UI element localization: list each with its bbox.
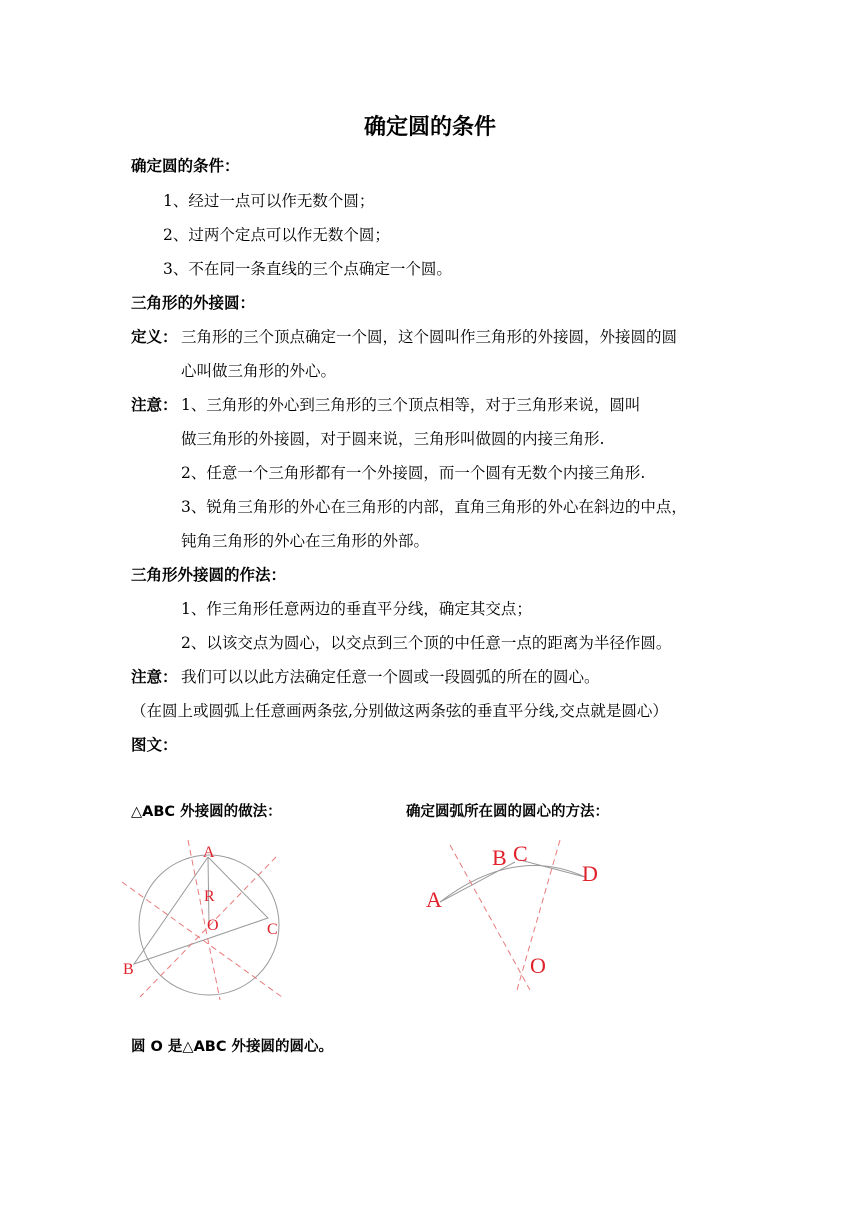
note-line-3: 2、任意一个三角形都有一个外接圆，而一个圆有无数个内接三角形. bbox=[181, 464, 646, 482]
condition-item-1: 1、经过一点可以作无数个圆； bbox=[163, 192, 375, 210]
arc-center-figure bbox=[420, 835, 620, 1000]
chord-cd bbox=[520, 860, 585, 877]
label-r: R bbox=[204, 888, 215, 905]
label-o: O bbox=[207, 917, 219, 934]
section-heading-conditions: 确定圆的条件： bbox=[131, 157, 240, 175]
label-arc-b: B bbox=[492, 845, 507, 870]
construction-item-2: 2、以该交点为圆心，以交点到三个顶的中任意一点的距离为半径作圆。 bbox=[181, 634, 672, 652]
note-line-4: 3、锐角三角形的外心在三角形的内部，直角三角形的外心在斜边的中点， bbox=[181, 498, 687, 516]
definition-label: 定义： bbox=[131, 328, 178, 346]
definition-line-2: 心叫做三角形的外心。 bbox=[181, 362, 337, 380]
figure-label: 图文： bbox=[131, 736, 178, 754]
note-line-2: 做三角形的外接圆，对于圆来说，三角形叫做圆的内接三角形. bbox=[181, 430, 605, 448]
note-line-1: 1、三角形的外心到三角形的三个顶点相等，对于三角形来说，圆叫 bbox=[181, 396, 641, 414]
label-arc-o: O bbox=[530, 953, 546, 978]
section-heading-construction: 三角形外接圆的作法： bbox=[131, 566, 287, 584]
page-title: 确定圆的条件 bbox=[363, 115, 496, 140]
label-arc-a: A bbox=[426, 887, 442, 912]
label-b: B bbox=[123, 961, 134, 978]
label-c: C bbox=[267, 921, 278, 938]
construction-item-1: 1、作三角形任意两边的垂直平分线，确定其交点； bbox=[181, 600, 532, 618]
note-line-5: 钝角三角形的外心在三角形的外部。 bbox=[181, 532, 430, 550]
construction-note-text: 我们可以以此方法确定任意一个圆或一段圆弧的所在的圆心。 bbox=[181, 668, 600, 686]
right-figure-caption: 确定圆弧所在圆的圆心的方法： bbox=[406, 804, 609, 820]
condition-item-3: 3、不在同一条直线的三个点确定一个圆。 bbox=[163, 260, 452, 278]
perpendicular-bisector-ab bbox=[122, 882, 282, 997]
condition-item-2: 2、过两个定点可以作无数个圆； bbox=[163, 226, 390, 244]
triangle-abc bbox=[134, 857, 268, 964]
section-heading-circumcircle: 三角形的外接圆： bbox=[131, 294, 256, 312]
label-arc-c: C bbox=[513, 841, 528, 866]
label-a: A bbox=[203, 844, 215, 861]
label-arc-d: D bbox=[582, 861, 598, 886]
chord-method-paren: （在圆上或圆弧上任意画两条弦,分别做这两条弦的垂直平分线,交点就是圆心） bbox=[131, 702, 668, 720]
circumcircle-figure bbox=[110, 835, 310, 1010]
definition-line-1: 三角形的三个顶点确定一个圆，这个圆叫作三角形的外接圆，外接圆的圆 bbox=[181, 328, 678, 346]
bottom-caption: 圆 O 是△ABC 外接圆的圆心。 bbox=[131, 1039, 334, 1055]
construction-note-label: 注意： bbox=[131, 668, 178, 686]
note-label: 注意： bbox=[131, 396, 178, 414]
left-figure-caption: △ABC 外接圆的做法： bbox=[131, 804, 282, 820]
